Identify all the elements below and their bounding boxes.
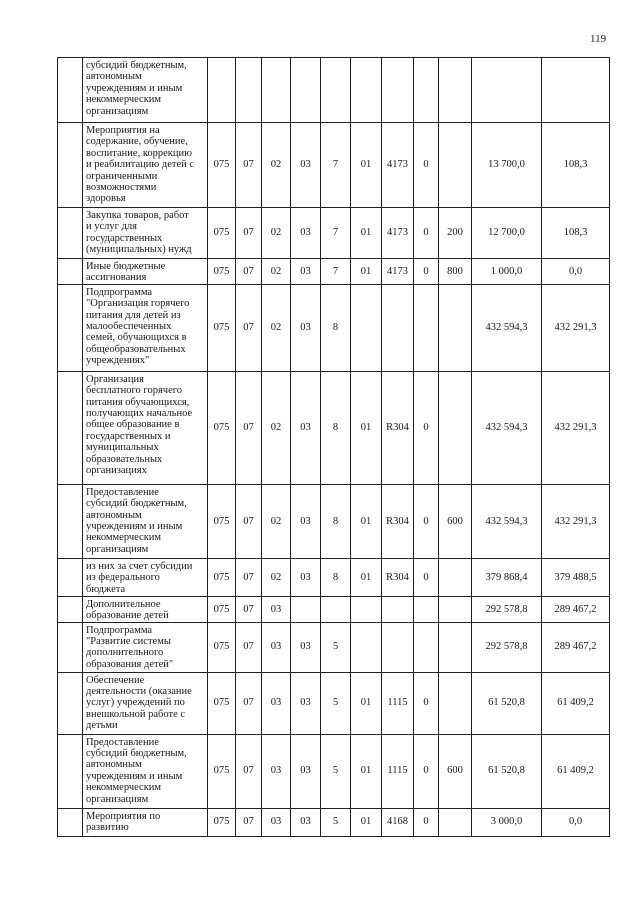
amount-cell: 379 868,4 [472, 558, 542, 596]
code-cell: 03 [291, 622, 321, 672]
amount-cell: 432 291,3 [542, 484, 610, 558]
amount-cell: 289 467,2 [542, 596, 610, 622]
code-cell: 07 [236, 734, 262, 808]
row-marker-cell [58, 284, 83, 371]
code-cell: 0 [414, 808, 439, 836]
amount-cell: 432 291,3 [542, 371, 610, 484]
amount-cell: 0,0 [542, 259, 610, 285]
code-cell [382, 58, 414, 123]
code-cell: 075 [208, 622, 236, 672]
row-description: из них за счет субсидии из федерального бюджета [83, 558, 208, 596]
amount-cell [542, 58, 610, 123]
amount-cell: 432 594,3 [472, 371, 542, 484]
code-cell: 7 [321, 123, 351, 208]
code-cell: 01 [351, 371, 382, 484]
code-cell [439, 808, 472, 836]
table-row [58, 58, 610, 123]
code-cell: 07 [236, 208, 262, 259]
code-cell: 075 [208, 596, 236, 622]
row-description: Обеспечение деятельности (оказание услуг) учреждений по внешкольной работе с детьми [83, 672, 208, 734]
amount-cell: 61 520,8 [472, 734, 542, 808]
table-row [58, 622, 610, 672]
code-cell: 075 [208, 208, 236, 259]
code-cell [414, 622, 439, 672]
amount-cell: 61 409,2 [542, 734, 610, 808]
table-row [58, 558, 610, 596]
row-marker-cell [58, 259, 83, 285]
code-cell: 01 [351, 123, 382, 208]
code-cell: 075 [208, 808, 236, 836]
code-cell [236, 58, 262, 123]
row-description: Подпрограмма "Организация горячего питания для детей из малообеспеченных семей, обучающихся в общеобразовательных учреждениях" [83, 284, 208, 371]
amount-cell: 432 594,3 [472, 484, 542, 558]
code-cell: 4173 [382, 123, 414, 208]
amount-cell [472, 58, 542, 123]
code-cell: 02 [262, 123, 291, 208]
row-description: Предоставление субсидий бюджетным, автономным учреждениям и иным некоммерческим организациям [83, 734, 208, 808]
code-cell: 02 [262, 484, 291, 558]
code-cell: 075 [208, 123, 236, 208]
code-cell [414, 596, 439, 622]
code-cell: 0 [414, 672, 439, 734]
code-cell: 07 [236, 558, 262, 596]
row-marker-cell [58, 208, 83, 259]
amount-cell: 292 578,8 [472, 596, 542, 622]
row-marker-cell [58, 672, 83, 734]
code-cell: 01 [351, 558, 382, 596]
code-cell: 01 [351, 208, 382, 259]
code-cell: 4168 [382, 808, 414, 836]
code-cell: 01 [351, 672, 382, 734]
code-cell: 03 [291, 734, 321, 808]
code-cell: 8 [321, 484, 351, 558]
code-cell: 07 [236, 622, 262, 672]
code-cell: 5 [321, 672, 351, 734]
code-cell: 0 [414, 123, 439, 208]
code-cell: 075 [208, 484, 236, 558]
row-marker-cell [58, 596, 83, 622]
amount-cell: 1 000,0 [472, 259, 542, 285]
amount-cell: 432 291,3 [542, 284, 610, 371]
amount-cell: 108,3 [542, 123, 610, 208]
table-row [58, 734, 610, 808]
code-cell: 8 [321, 284, 351, 371]
code-cell [291, 58, 321, 123]
code-cell: 0 [414, 259, 439, 285]
code-cell: 02 [262, 208, 291, 259]
code-cell [439, 558, 472, 596]
code-cell [439, 596, 472, 622]
code-cell: 07 [236, 808, 262, 836]
code-cell [321, 596, 351, 622]
code-cell [414, 58, 439, 123]
amount-cell: 61 409,2 [542, 672, 610, 734]
code-cell: 800 [439, 259, 472, 285]
code-cell: 8 [321, 371, 351, 484]
table-row [58, 596, 610, 622]
amount-cell: 61 520,8 [472, 672, 542, 734]
code-cell [208, 58, 236, 123]
code-cell: 03 [291, 284, 321, 371]
row-description: Иные бюджетные ассигнования [83, 259, 208, 285]
code-cell [439, 622, 472, 672]
code-cell: 03 [291, 672, 321, 734]
code-cell [351, 622, 382, 672]
code-cell [439, 123, 472, 208]
code-cell: 8 [321, 558, 351, 596]
code-cell: 0 [414, 484, 439, 558]
code-cell [262, 58, 291, 123]
code-cell [439, 672, 472, 734]
row-marker-cell [58, 734, 83, 808]
code-cell: 4173 [382, 259, 414, 285]
code-cell: 01 [351, 808, 382, 836]
code-cell: 02 [262, 284, 291, 371]
amount-cell: 13 700,0 [472, 123, 542, 208]
amount-cell: 3 000,0 [472, 808, 542, 836]
code-cell: 03 [262, 596, 291, 622]
row-description: Мероприятия по развитию [83, 808, 208, 836]
code-cell: 075 [208, 284, 236, 371]
code-cell: 03 [262, 734, 291, 808]
budget-table-body [58, 58, 610, 837]
code-cell: 03 [262, 622, 291, 672]
code-cell: 03 [291, 558, 321, 596]
code-cell: 07 [236, 259, 262, 285]
table-row [58, 259, 610, 285]
code-cell: 075 [208, 734, 236, 808]
code-cell: 600 [439, 734, 472, 808]
code-cell: 01 [351, 259, 382, 285]
code-cell: 075 [208, 558, 236, 596]
code-cell: 07 [236, 484, 262, 558]
code-cell: R304 [382, 484, 414, 558]
code-cell: 075 [208, 371, 236, 484]
page-number: 119 [590, 33, 607, 45]
code-cell: 5 [321, 622, 351, 672]
code-cell: 5 [321, 734, 351, 808]
row-marker-cell [58, 123, 83, 208]
table-row [58, 371, 610, 484]
budget-table [57, 57, 610, 837]
row-description: Закупка товаров, работ и услуг для государственных (муниципальных) нужд [83, 208, 208, 259]
code-cell: 600 [439, 484, 472, 558]
row-description: субсидий бюджетным, автономным учреждениям и иным некоммерческим организациям [83, 58, 208, 123]
table-row [58, 672, 610, 734]
code-cell: 07 [236, 123, 262, 208]
code-cell: 07 [236, 371, 262, 484]
code-cell [321, 58, 351, 123]
code-cell: R304 [382, 371, 414, 484]
table-row [58, 284, 610, 371]
code-cell: 03 [291, 808, 321, 836]
row-description: Дополнительное образование детей [83, 596, 208, 622]
row-marker-cell [58, 484, 83, 558]
row-marker-cell [58, 622, 83, 672]
code-cell: 7 [321, 259, 351, 285]
code-cell: 1115 [382, 734, 414, 808]
amount-cell: 432 594,3 [472, 284, 542, 371]
code-cell [351, 284, 382, 371]
table-row [58, 123, 610, 208]
row-marker-cell [58, 808, 83, 836]
code-cell: 0 [414, 734, 439, 808]
table-row [58, 808, 610, 836]
amount-cell: 0,0 [542, 808, 610, 836]
code-cell: 03 [262, 808, 291, 836]
code-cell [382, 622, 414, 672]
code-cell: 4173 [382, 208, 414, 259]
amount-cell: 292 578,8 [472, 622, 542, 672]
code-cell: 03 [262, 672, 291, 734]
code-cell: R304 [382, 558, 414, 596]
amount-cell: 379 488,5 [542, 558, 610, 596]
amount-cell: 12 700,0 [472, 208, 542, 259]
code-cell [414, 284, 439, 371]
code-cell: 02 [262, 558, 291, 596]
amount-cell: 108,3 [542, 208, 610, 259]
table-row [58, 484, 610, 558]
code-cell: 1115 [382, 672, 414, 734]
code-cell: 03 [291, 208, 321, 259]
code-cell [439, 58, 472, 123]
code-cell: 03 [291, 484, 321, 558]
code-cell: 0 [414, 371, 439, 484]
code-cell: 075 [208, 259, 236, 285]
code-cell: 07 [236, 672, 262, 734]
code-cell: 5 [321, 808, 351, 836]
code-cell: 03 [291, 371, 321, 484]
code-cell: 0 [414, 208, 439, 259]
code-cell: 07 [236, 596, 262, 622]
code-cell [382, 596, 414, 622]
code-cell [291, 596, 321, 622]
table-row [58, 208, 610, 259]
row-marker-cell [58, 58, 83, 123]
code-cell [439, 371, 472, 484]
code-cell: 03 [291, 259, 321, 285]
code-cell: 02 [262, 371, 291, 484]
code-cell: 01 [351, 734, 382, 808]
amount-cell: 289 467,2 [542, 622, 610, 672]
code-cell: 075 [208, 672, 236, 734]
code-cell: 03 [291, 123, 321, 208]
code-cell: 02 [262, 259, 291, 285]
code-cell [351, 58, 382, 123]
code-cell: 0 [414, 558, 439, 596]
row-description: Подпрограмма "Развитие системы дополнительного образования детей" [83, 622, 208, 672]
row-description: Организация бесплатного горячего питания обучающихся, получающих начальное общее образование в государственных и муниципальных образовательных организациях [83, 371, 208, 484]
code-cell [351, 596, 382, 622]
row-marker-cell [58, 558, 83, 596]
code-cell: 01 [351, 484, 382, 558]
row-description: Предоставление субсидий бюджетным, автономным учреждениям и иным некоммерческим организациям [83, 484, 208, 558]
code-cell: 200 [439, 208, 472, 259]
code-cell: 07 [236, 284, 262, 371]
code-cell: 7 [321, 208, 351, 259]
code-cell [439, 284, 472, 371]
row-description: Мероприятия на содержание, обучение, воспитание, коррекцию и реабилитацию детей с ограниченными возможностями здоровья [83, 123, 208, 208]
code-cell [382, 284, 414, 371]
row-marker-cell [58, 371, 83, 484]
